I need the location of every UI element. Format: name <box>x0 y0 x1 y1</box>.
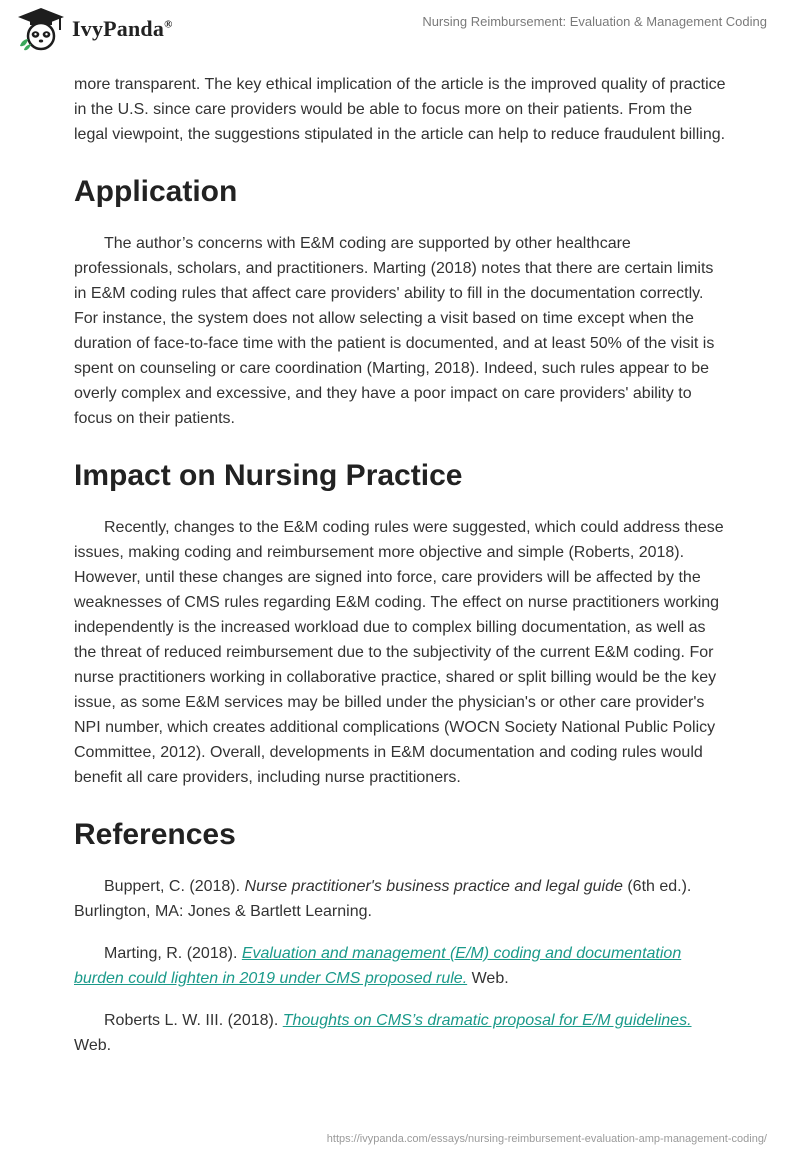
ivypanda-logo[interactable] <box>16 6 173 52</box>
document-title: Nursing Reimbursement: Evaluation & Management Coding <box>422 14 767 29</box>
reference-link-roberts[interactable]: Thoughts on CMS’s dramatic proposal for E/M guidelines. <box>282 1012 692 1029</box>
page-header <box>0 0 800 60</box>
source-url: https://ivypanda.com/essays/nursing-reimbursement-evaluation-amp-management-coding/ <box>326 1133 767 1145</box>
reference-item: Roberts L. W. III. (2018). Thoughts on CMS’s dramatic proposal for E/M guidelines. Web. <box>74 1012 692 1054</box>
heading-impact: Impact on Nursing Practice <box>74 459 463 492</box>
intro-paragraph: more transparent. The key ethical implication of the article is the improved quality of practice in the U.S. since care providers would be able to focus more on their patients. From the legal viewpoint, the suggestions stipulated in the article can help to reduce fraudulent billing. <box>74 76 726 143</box>
reference-link-marting[interactable]: Evaluation and management (E/M) coding and documentation burden could lighten in 2019 under CMS proposed rule. <box>74 945 682 987</box>
panda-graduate-icon <box>16 6 66 52</box>
impact-paragraph: Recently, changes to the E&M coding rules were suggested, which could address these issues, making coding and reimbursement more objective and simple (Roberts, 2018). However, until these changes are signed into force, care providers will be affected by the weaknesses of CMS rules regarding E&M coding. The effect on nurse practitioners working independently is the increased workload due to complex billing documentation, as well as the threat of reduced reimbursement due to the subjectivity of the current E&M coding. For nurse practitioners working in collaborative practice, shared or split billing would be the key issue, as some E&M services may be billed under the physician's or other care provider's NPI number, which creates additional complications (WOCN Society National Public Policy Committee, 2012). Overall, developments in E&M documentation and coding rules would benefit all care providers, including nurse practitioners. <box>74 519 724 786</box>
reference-book-title: Nurse practitioner's business practice and legal guide <box>244 878 623 895</box>
reference-item: Buppert, C. (2018). Nurse practitioner's business practice and legal guide (6th ed.). Burlington, MA: Jones & Bartlett Learning. <box>74 878 692 920</box>
application-paragraph: The author’s concerns with E&M coding are supported by other healthcare professionals, scholars, and practitioners. Marting (2018) notes that there are certain limits in E&M coding rules that affect care providers' ability to fill in the documentation correctly. For instance, the system does not allow selecting a visit based on time except when the duration of face-to-face time with the patient is documented, and at least 50% of the visit is spent on counseling or care coordination (Marting, 2018). Indeed, such rules appear to be overly complex and excessive, and they have a poor impact on care providers' ability to focus on their patients. <box>74 235 715 427</box>
reference-item: Marting, R. (2018). Evaluation and management (E/M) coding and documentation burden could lighten in 2019 under CMS proposed rule. Web. <box>74 945 682 987</box>
heading-references: References <box>74 818 236 851</box>
essay-body <box>74 72 726 1058</box>
brand-name: IvyPanda® <box>72 16 173 41</box>
heading-application: Application <box>74 175 238 208</box>
